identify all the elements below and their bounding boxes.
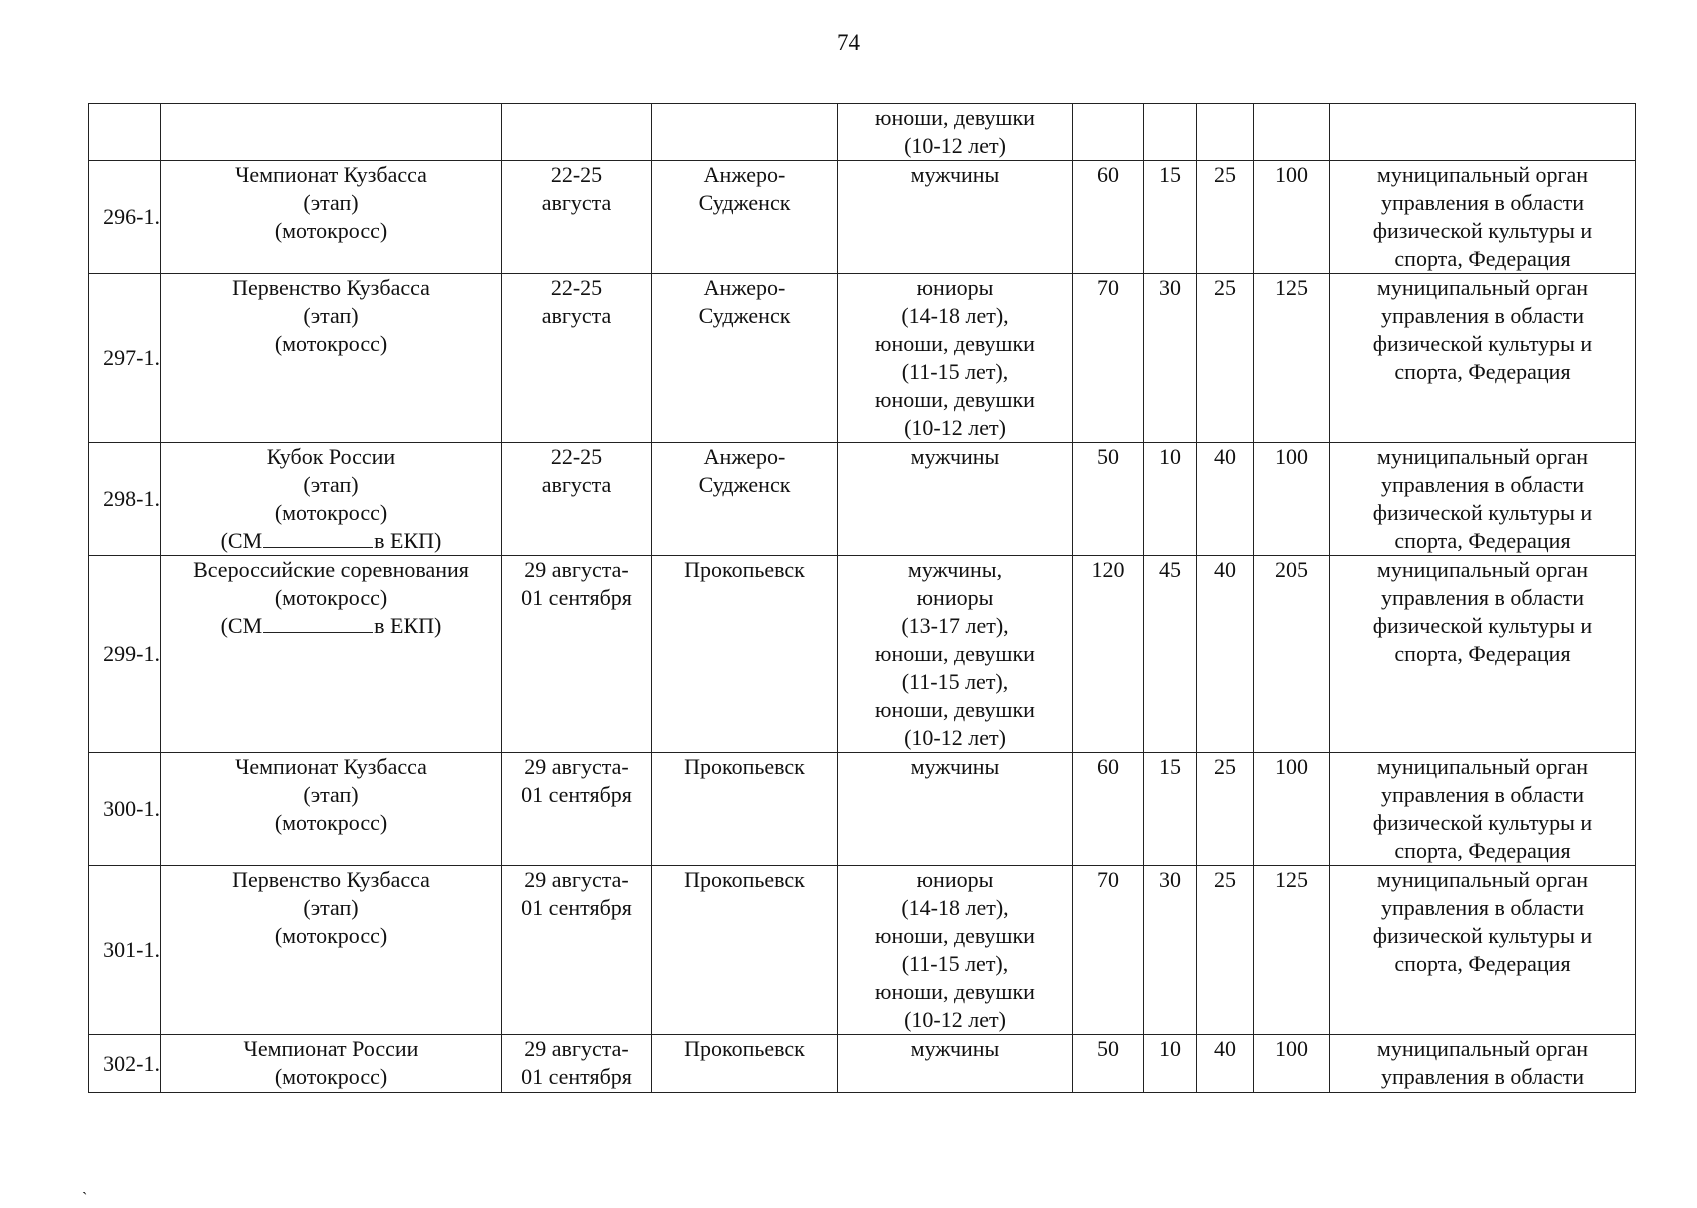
event-place [652, 866, 838, 1035]
table-row [89, 161, 1636, 274]
name-line: (мотокросс) [274, 331, 388, 356]
schedule-table [88, 103, 1636, 1093]
rank-suffix: в ЕКП) [374, 528, 442, 553]
organizer-line: муниципальный орган [1376, 867, 1589, 892]
event-dates [502, 753, 652, 866]
name-line: Кубок России [266, 444, 396, 469]
organizer-line: спорта, Федерация [1394, 951, 1571, 976]
count-2: 15 [1144, 753, 1197, 866]
organizer-line: спорта, Федерация [1394, 528, 1571, 553]
count-total: 205 [1254, 556, 1330, 753]
place-line: Прокопьевск [684, 867, 805, 892]
organizer-line: физической культуры и [1372, 923, 1593, 948]
count-2: 10 [1144, 443, 1197, 556]
event-participants [838, 161, 1073, 274]
place-line: Прокопьевск [684, 557, 805, 582]
event-name [161, 556, 502, 753]
table-row [89, 274, 1636, 443]
rank-line [163, 612, 499, 640]
event-dates [502, 443, 652, 556]
count-1: 60 [1073, 161, 1144, 274]
rank-line [163, 527, 499, 555]
event-participants [838, 104, 1073, 161]
count-1: 60 [1073, 753, 1144, 866]
organizer-line: спорта, Федерация [1394, 246, 1571, 271]
table-row [89, 1035, 1636, 1093]
participants-line: (11-15 лет), [901, 669, 1009, 694]
participants-line: (10-12 лет) [904, 1007, 1006, 1032]
participants-line: (10-12 лет) [904, 133, 1006, 158]
rank-suffix: в ЕКП) [374, 613, 442, 638]
event-dates [502, 556, 652, 753]
dates-line: 29 августа- [524, 1036, 629, 1061]
participants-line: (11-15 лет), [901, 359, 1009, 384]
event-place [652, 556, 838, 753]
organizer-line: муниципальный орган [1376, 275, 1589, 300]
participants-line: юноши, девушки [875, 641, 1035, 666]
event-name [161, 274, 502, 443]
organizer-line: муниципальный орган [1376, 1036, 1589, 1061]
participants-line: (14-18 лет), [901, 303, 1009, 328]
blank-fill-line [263, 612, 373, 633]
organizer-line: управления в области [1381, 895, 1584, 920]
count-3: 40 [1197, 443, 1254, 556]
participants-line: юниоры [916, 585, 994, 610]
event-participants [838, 443, 1073, 556]
count-3: 40 [1197, 556, 1254, 753]
count-2: 15 [1144, 161, 1197, 274]
row-number: 298-1. [89, 443, 161, 556]
row-number: 300-1. [89, 753, 161, 866]
participants-line: юноши, девушки [875, 105, 1035, 130]
organizer-line: управления в области [1381, 472, 1584, 497]
name-line: (мотокросс) [274, 810, 388, 835]
participants-line: мужчины [910, 1036, 1000, 1061]
participants-line: мужчины [910, 754, 1000, 779]
organizer-line: муниципальный орган [1376, 557, 1589, 582]
event-place [652, 753, 838, 866]
event-organizer [1330, 1035, 1636, 1093]
dates-line: 01 сентября [521, 782, 632, 807]
organizer-line: спорта, Федерация [1394, 838, 1571, 863]
count-1: 70 [1073, 866, 1144, 1035]
name-line: (мотокросс) [274, 585, 388, 610]
row-number: 302-1. [89, 1035, 161, 1093]
place-line: Судженск [698, 472, 791, 497]
event-dates [502, 104, 652, 161]
rank-prefix: (СМ [220, 613, 263, 638]
event-organizer [1330, 443, 1636, 556]
event-participants [838, 753, 1073, 866]
name-line: Первенство Кузбасса [232, 275, 430, 300]
participants-line: юниоры [916, 867, 994, 892]
place-line: Судженск [698, 190, 791, 215]
event-place [652, 161, 838, 274]
event-participants [838, 1035, 1073, 1093]
name-line: (мотокросс) [274, 1064, 388, 1089]
event-dates [502, 1035, 652, 1093]
organizer-line: спорта, Федерация [1394, 641, 1571, 666]
event-place [652, 443, 838, 556]
rank-prefix: (СМ [220, 528, 263, 553]
count-total [1254, 104, 1330, 161]
event-name [161, 866, 502, 1035]
count-3: 40 [1197, 1035, 1254, 1093]
row-number: 296-1. [89, 161, 161, 274]
count-total: 100 [1254, 443, 1330, 556]
name-line: Чемпионат Кузбасса [235, 754, 427, 779]
event-dates [502, 274, 652, 443]
name-line: (мотокросс) [274, 923, 388, 948]
dates-line: 22-25 [550, 275, 603, 300]
participants-line: мужчины [910, 444, 1000, 469]
name-line: (этап) [303, 472, 359, 497]
participants-line: юниоры [916, 275, 994, 300]
organizer-line: муниципальный орган [1376, 444, 1589, 469]
organizer-line: управления в области [1381, 585, 1584, 610]
organizer-line: муниципальный орган [1376, 754, 1589, 779]
event-organizer [1330, 274, 1636, 443]
event-organizer [1330, 104, 1636, 161]
name-line: Чемпионат Кузбасса [235, 162, 427, 187]
organizer-line: физической культуры и [1372, 331, 1593, 356]
name-line: (этап) [303, 895, 359, 920]
name-line: (мотокросс) [274, 218, 388, 243]
participants-line: юноши, девушки [875, 331, 1035, 356]
name-line: (этап) [303, 303, 359, 328]
name-line: (этап) [303, 190, 359, 215]
event-dates [502, 161, 652, 274]
participants-line: юноши, девушки [875, 697, 1035, 722]
count-3: 25 [1197, 274, 1254, 443]
count-2 [1144, 104, 1197, 161]
event-participants [838, 866, 1073, 1035]
dates-line: августа [541, 190, 612, 215]
count-total: 125 [1254, 274, 1330, 443]
participants-line: мужчины [910, 162, 1000, 187]
participants-line: (10-12 лет) [904, 415, 1006, 440]
participants-line: (13-17 лет), [901, 613, 1009, 638]
dates-line: 01 сентября [521, 895, 632, 920]
page-number: 74 [837, 30, 860, 55]
event-organizer [1330, 866, 1636, 1035]
row-number: 297-1. [89, 274, 161, 443]
organizer-line: управления в области [1381, 190, 1584, 215]
organizer-line: физической культуры и [1372, 810, 1593, 835]
table-row [89, 104, 1636, 161]
row-number: 299-1. [89, 556, 161, 753]
count-total: 125 [1254, 866, 1330, 1035]
event-name [161, 443, 502, 556]
dates-line: 29 августа- [524, 557, 629, 582]
organizer-line: управления в области [1381, 303, 1584, 328]
table-row [89, 556, 1636, 753]
count-3: 25 [1197, 161, 1254, 274]
name-line: Всероссийские соревнования [193, 557, 469, 582]
organizer-line: спорта, Федерация [1394, 359, 1571, 384]
dates-line: 01 сентября [521, 585, 632, 610]
event-name [161, 753, 502, 866]
count-1: 70 [1073, 274, 1144, 443]
event-participants [838, 274, 1073, 443]
organizer-line: управления в области [1381, 1064, 1584, 1089]
count-1: 50 [1073, 1035, 1144, 1093]
schedule-body [89, 104, 1636, 1093]
dates-line: августа [541, 472, 612, 497]
participants-line: (10-12 лет) [904, 725, 1006, 750]
event-name [161, 161, 502, 274]
event-participants [838, 556, 1073, 753]
event-organizer [1330, 161, 1636, 274]
place-line: Анжеро- [703, 275, 786, 300]
event-place [652, 104, 838, 161]
event-place [652, 274, 838, 443]
dates-line: 29 августа- [524, 867, 629, 892]
organizer-line: физической культуры и [1372, 613, 1593, 638]
count-3: 25 [1197, 866, 1254, 1035]
blank-fill-line [263, 527, 373, 548]
event-dates [502, 866, 652, 1035]
count-total: 100 [1254, 1035, 1330, 1093]
dates-line: 01 сентября [521, 1064, 632, 1089]
place-line: Прокопьевск [684, 754, 805, 779]
count-total: 100 [1254, 753, 1330, 866]
count-3: 25 [1197, 753, 1254, 866]
dates-line: августа [541, 303, 612, 328]
participants-line: юноши, девушки [875, 979, 1035, 1004]
participants-line: юноши, девушки [875, 923, 1035, 948]
name-line: (мотокросс) [274, 500, 388, 525]
organizer-line: муниципальный орган [1376, 162, 1589, 187]
table-row [89, 866, 1636, 1035]
row-number: 301-1. [89, 866, 161, 1035]
row-number [89, 104, 161, 161]
dates-line: 22-25 [550, 444, 603, 469]
organizer-line: управления в области [1381, 782, 1584, 807]
place-line: Прокопьевск [684, 1036, 805, 1061]
event-organizer [1330, 556, 1636, 753]
place-line: Анжеро- [703, 444, 786, 469]
organizer-line: физической культуры и [1372, 500, 1593, 525]
scan-mark: ` [82, 1190, 88, 1207]
place-line: Судженск [698, 303, 791, 328]
participants-line: (11-15 лет), [901, 951, 1009, 976]
participants-line: юноши, девушки [875, 387, 1035, 412]
dates-line: 22-25 [550, 162, 603, 187]
count-2: 30 [1144, 866, 1197, 1035]
count-3 [1197, 104, 1254, 161]
name-line: Чемпионат России [243, 1036, 419, 1061]
count-1: 120 [1073, 556, 1144, 753]
name-line: (этап) [303, 782, 359, 807]
event-organizer [1330, 753, 1636, 866]
place-line: Анжеро- [703, 162, 786, 187]
name-line: Первенство Кузбасса [232, 867, 430, 892]
event-name [161, 1035, 502, 1093]
table-row [89, 753, 1636, 866]
organizer-line: физической культуры и [1372, 218, 1593, 243]
participants-line: мужчины, [907, 557, 1003, 582]
event-place [652, 1035, 838, 1093]
dates-line: 29 августа- [524, 754, 629, 779]
participants-line: (14-18 лет), [901, 895, 1009, 920]
count-1 [1073, 104, 1144, 161]
count-total: 100 [1254, 161, 1330, 274]
table-row [89, 443, 1636, 556]
event-name [161, 104, 502, 161]
count-2: 30 [1144, 274, 1197, 443]
count-2: 10 [1144, 1035, 1197, 1093]
count-2: 45 [1144, 556, 1197, 753]
count-1: 50 [1073, 443, 1144, 556]
